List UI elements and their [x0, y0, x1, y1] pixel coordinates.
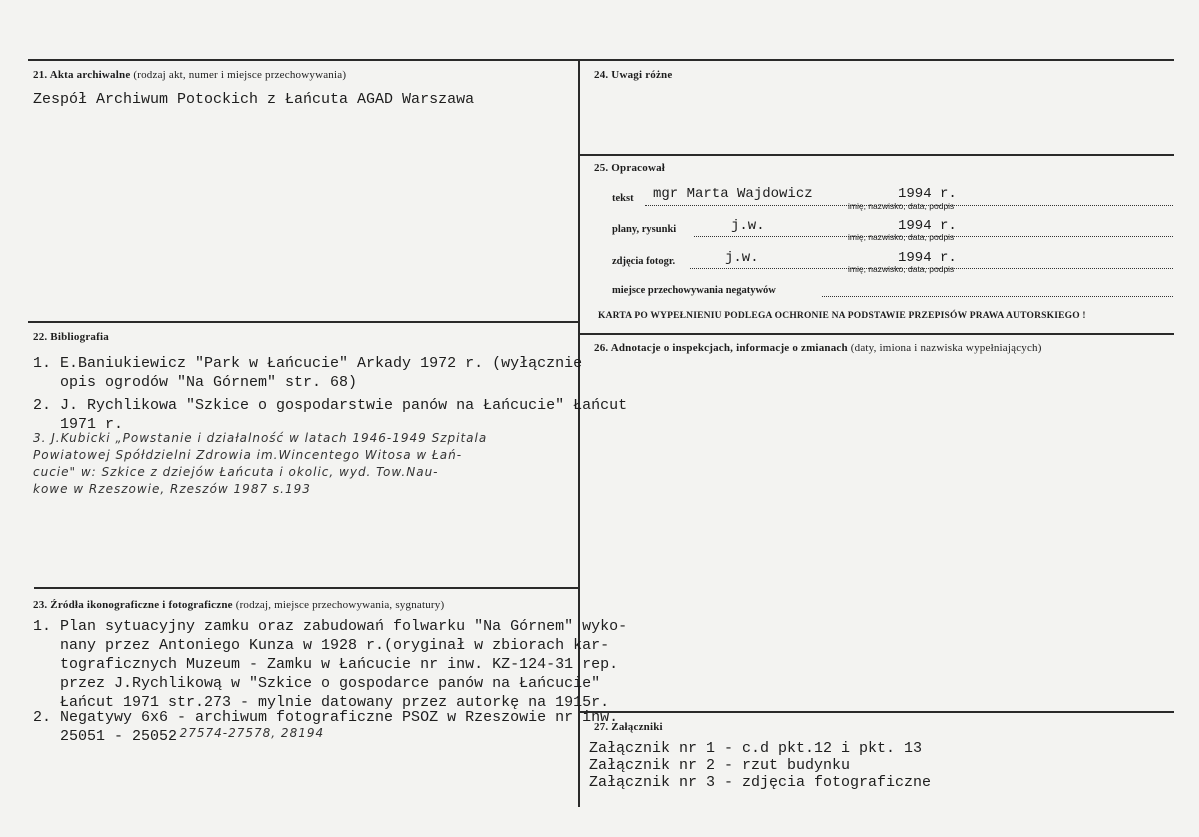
section-23-label: 23. Źródła ikonograficzne i fotograficzne: [33, 599, 233, 611]
bibliography-item-1: 1. E.Baniukiewicz "Park w Łańcucie" Arkady 1972 r. (wyłącznie opis ogrodów "Na Górnem" str. 68): [33, 355, 583, 391]
row-tekst-hint: imię, nazwisko, data, podpis: [848, 201, 955, 211]
attachment-2: Załącznik nr 2 - rzut budynku: [589, 757, 851, 774]
source-item-1: 1. Plan sytuacyjny zamku oraz zabudowań folwarku "Na Górnem" wyko- nany przez Antoniego Kunza w 1928 r.(oryginał w zbiorach kar- tograficznych Muzeum - Zamku w Łańcucie nr inw. KZ-124-31 rep. przez J.Rychlikową w "Szkice o gospodarce panów na Łańcucie" Łańcut 1971 str.273 - mylnie datowany przez autorkę na 1915r.: [33, 618, 628, 711]
row-negatywy-dots: [822, 296, 1173, 297]
section-25-label: 25. Opracował: [594, 162, 666, 174]
row-plany-hint: imię, nazwisko, data, podpis: [848, 232, 955, 242]
section-21-heading: [33, 69, 346, 81]
row-tekst-year: 1994 r.: [898, 186, 957, 202]
section-23-note: (rodzaj, miejsce przechowywania, sygnatury): [235, 599, 445, 611]
rule-22-23: [34, 587, 580, 589]
row-zdjecia-value: j.w.: [725, 250, 759, 266]
attachment-1: Załącznik nr 1 - c.d pkt.12 i pkt. 13: [589, 740, 923, 757]
section-21-text: Zespół Archiwum Potockich z Łańcuta AGAD Warszawa: [33, 91, 475, 108]
row-negatywy-label: miejsce przechowywania negatywów: [612, 285, 776, 296]
attachment-3: Załącznik nr 3 - zdjęcia fotograficzne: [589, 774, 932, 791]
bibliography-item-2: 2. J. Rychlikowa "Szkice o gospodarstwie panów na Łańcucie" Łańcut 1971 r.: [33, 397, 628, 433]
source-item-2: 2. Negatywy 6x6 - archiwum fotograficzne PSOZ w Rzeszowie nr inw. 25051 - 25052: [33, 709, 619, 745]
section-26-label: 26. Adnotacje o inspekcjach, informacje o zmianach: [594, 342, 848, 354]
top-rule: [28, 59, 1174, 61]
section-22-label: 22. Bibliografia: [33, 331, 109, 343]
section-26-heading: [594, 342, 1042, 354]
section-26-note: (daty, imiona i nazwiska wypełniających): [850, 342, 1042, 354]
bibliography-item-3-handwritten: 3. J.Kubicki „Powstanie i działalność w latach 1946-1949 Szpitala Powiatowej Spółdzielni Zdrowia im.Wincentego Witosa w Łań- cucie" w: Szkice z dziejów Łańcuta i okolic, wyd. Tow.Nau- kowe w Rzeszowie, Rzeszów 1987 s.193: [33, 431, 488, 496]
source-item-2-handwritten: , 27574-27578, 28194: [170, 726, 325, 740]
rule-24-25: [580, 154, 1174, 156]
row-plany-label: plany, rysunki: [612, 224, 677, 235]
row-plany-value: j.w.: [731, 218, 765, 234]
row-plany-year: 1994 r.: [898, 218, 957, 234]
section-21-label: 21. Akta archiwalne: [33, 69, 131, 81]
rule-26-27: [580, 711, 1174, 713]
section-23-heading: [33, 599, 444, 611]
row-tekst-label: tekst: [612, 193, 634, 204]
section-24-label: 24. Uwagi różne: [594, 69, 673, 81]
row-zdjecia-year: 1994 r.: [898, 250, 957, 266]
row-zdjecia-label: zdjęcia fotogr.: [612, 256, 676, 267]
row-tekst-value: mgr Marta Wajdowicz: [653, 186, 813, 202]
section-27-label: 27. Załączniki: [594, 721, 663, 733]
rule-21-22: [28, 321, 580, 323]
copyright-warning: KARTA PO WYPEŁNIENIU PODLEGA OCHRONIE NA PODSTAWIE PRZEPISÓW PRAWA AUTORSKIEGO !: [598, 311, 1086, 321]
rule-25-26: [580, 333, 1174, 335]
row-zdjecia-hint: imię, nazwisko, data, podpis: [848, 264, 955, 274]
section-21-note: (rodzaj akt, numer i miejsce przechowywania): [133, 69, 347, 81]
